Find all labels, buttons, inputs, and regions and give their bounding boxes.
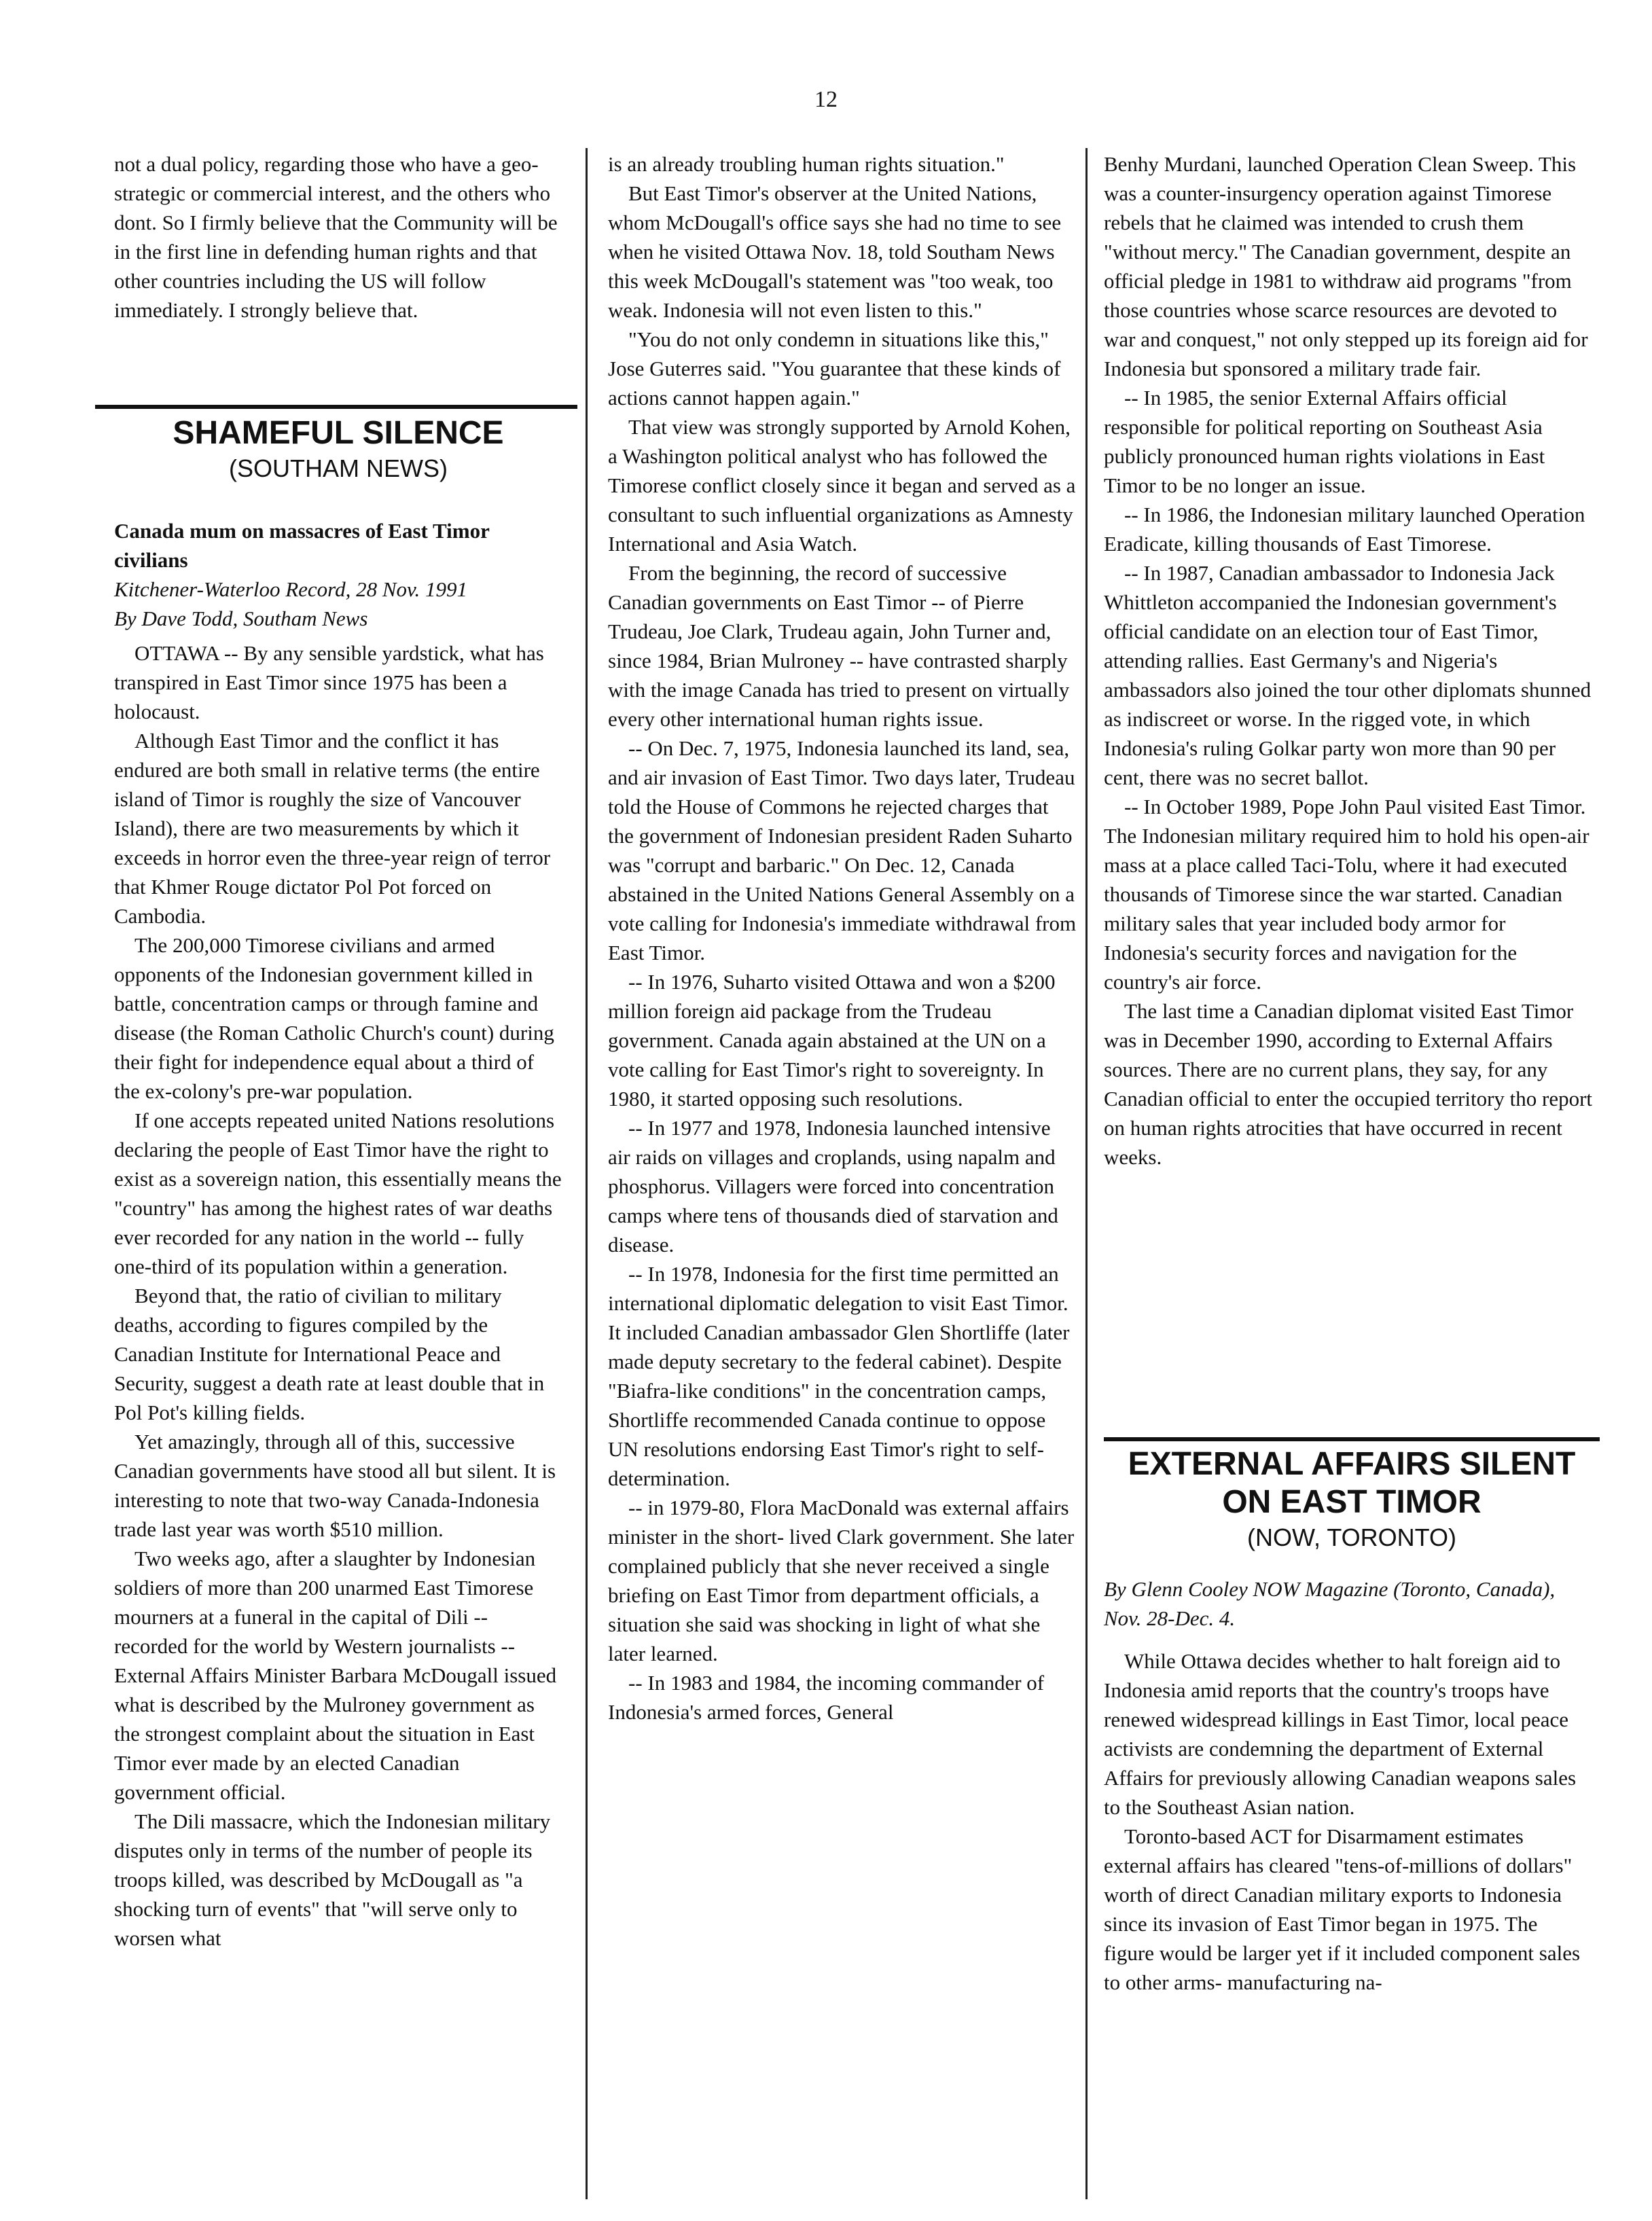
paragraph: If one accepts repeated united Nations resolutions declaring the people of East Timor have the right to exist as a sovereign nation, this essentially means the "country" has among the highest rates of war deaths ever recorded for any nation in the world -- fully one-third of its population within a generation. bbox=[114, 1108, 562, 1278]
column-1-article bbox=[114, 516, 562, 1953]
paragraph: -- On Dec. 7, 1975, Indonesia launched its land, sea, and air invasion of East Timor. Two days later, Trudeau told the House of Commons he rejected charges that the government of Indonesian president Raden Suharto was "corrupt and barbaric." On Dec. 12, Canada abstained in the United Nations General Assembly on a vote calling for Indonesia's immediate withdrawal from East Timor. bbox=[608, 736, 1077, 964]
paragraph: -- In 1985, the senior External Affairs official responsible for political reporting on Southeast Asia publicly pronounced human rights violations in East Timor to be no longer an issue. bbox=[1104, 386, 1545, 497]
paragraph: The last time a Canadian diplomat visited East Timor was in December 1990, according to External Affairs sources. There are no current plans, they say, for any Canadian official to enter the occupied territory tho report on human rights atrocities that have occurred in recent weeks. bbox=[1104, 999, 1593, 1169]
section-divider bbox=[95, 405, 577, 409]
paragraph: -- In 1977 and 1978, Indonesia launched intensive air raids on villages and croplands, using napalm and phosphorus. Villagers were forced into concentration camps where tens of thousands died of starvation and disease. bbox=[608, 1116, 1058, 1257]
headline-external-affairs: EXTERNAL AFFAIRS SILENT bbox=[1128, 1446, 1576, 1482]
paragraph: That view was strongly supported by Arnold Kohen, a Washington political analyst who has followed the Timorese conflict closely since it began and served as a consultant to such influential organizations as Amnesty International and Asia Watch. bbox=[608, 415, 1076, 556]
paragraph: -- in 1979-80, Flora MacDonald was external affairs minister in the short- lived Clark government. She later complained publicly that she never received a single briefing on East Timor from department officials, a situation she said was shocking in light of what she later learned. bbox=[608, 1496, 1075, 1665]
paragraph: The Dili massacre, which the Indonesian military disputes only in terms of the number of people its troops killed, was described by McDougall as "a shocking turn of events" that "will serve only to worsen what bbox=[114, 1809, 551, 1950]
paragraph: Toronto-based ACT for Disarmament estimates external affairs has cleared "tens-of-millions of dollars" worth of direct Canadian military exports to Indonesia since its invasion of East Timor began in 1975. The figure would be larger yet if it included component sales to other arms- manufacturing na- bbox=[1104, 1824, 1581, 1994]
paragraph: -- In 1976, Suharto visited Ottawa and won a $200 million foreign aid package from the Trudeau government. Canada again abstained at the UN on a vote calling for East Timor's right to sovereignty. In 1980, it started opposing such resolutions. bbox=[608, 970, 1056, 1110]
intro-paragraph: not a dual policy, regarding those who have a geo-strategic or commercial interest, and the others who dont. So I firmly believe that the Community will be in the first line in defending human rights and that other countries including the US will follow immediately. I strongly believe that. bbox=[114, 152, 558, 322]
article-byline: By Dave Todd, Southam News bbox=[114, 607, 368, 630]
paragraph: Benhy Murdani, launched Operation Clean Sweep. This was a counter-insurgency operation against Timorese rebels that he claimed was intended to crush them "without mercy." The Canadian government, despite an official pledge in 1981 to withdraw aid programs "from those countries whose scarce resources are devoted to war and conquest," not only stepped up its foreign aid for Indonesia but sponsored a military trade fair. bbox=[1104, 152, 1588, 380]
paragraph: -- In 1983 and 1984, the incoming commander of Indonesia's armed forces, General bbox=[608, 1671, 1045, 1724]
column-2 bbox=[608, 149, 1077, 1727]
paragraph: The 200,000 Timorese civilians and armed opponents of the Indonesian government killed in battle, concentration camps or through famine and disease (the Roman Catholic Church's count) during their fight for independence equal about a third of the ex-colony's pre-war population. bbox=[114, 933, 554, 1103]
paragraph: But East Timor's observer at the United Nations, whom McDougall's office says she had no time to see when he visited Ottawa Nov. 18, told Southam News this week McDougall's statement was "too weak, too weak. Indonesia will not even listen to this." bbox=[608, 181, 1062, 322]
paragraph: -- In 1978, Indonesia for the first time permitted an international diplomatic delegation to visit East Timor. It included Canadian ambassador Glen Shortliffe (later made deputy secretary to the federal cabinet). Despite "Biafra-like conditions" in the concentration camps, Shortliffe recommended Canada continue to oppose UN resolutions endorsing East Timor's right to self-determination. bbox=[608, 1262, 1070, 1490]
column-rule bbox=[1085, 148, 1088, 2199]
headline-east-timor: ON EAST TIMOR bbox=[1222, 1484, 1482, 1520]
paragraph: -- In 1986, the Indonesian military launched Operation Eradicate, killing thousands of East Timorese. bbox=[1104, 503, 1585, 556]
column-1 bbox=[114, 149, 562, 325]
paragraph: Two weeks ago, after a slaughter by Indonesian soldiers of more than 200 unarmed East Timorese mourners at a funeral in the capital of Dili -- recorded for the world by Western journalists -- External Affairs Minister Barbara McDougall issued what is described by the Mulroney government as the strongest complaint about the situation in East Timor ever made by an elected Canadian government official. bbox=[114, 1547, 557, 1804]
paragraph: Beyond that, the ratio of civilian to military deaths, according to figures compiled by the Canadian Institute for International Peace and Security, suggest a death rate at least double that in Pol Pot's killing fields. bbox=[114, 1284, 545, 1424]
subhead-southam-news: (SOUTHAM NEWS) bbox=[229, 454, 448, 482]
paragraph: While Ottawa decides whether to halt foreign aid to Indonesia amid reports that the country's troops have renewed widespread killings in East Timor, local peace activists are condemning the department of External Affairs for previously allowing Canadian weapons sales to the Southeast Asian nation. bbox=[1104, 1649, 1577, 1819]
paragraph: From the beginning, the record of successive Canadian governments on East Timor -- of Pierre Trudeau, Joe Clark, Trudeau again, John Turner and, since 1984, Brian Mulroney -- have contrasted sharply with the image Canada has tried to present on virtually every other international human rights issue. bbox=[608, 561, 1070, 731]
column-3 bbox=[1104, 149, 1593, 1172]
page-number: 12 bbox=[814, 87, 838, 112]
section-divider bbox=[1104, 1437, 1600, 1441]
headline-shameful-silence: SHAMEFUL SILENCE bbox=[173, 415, 504, 451]
column-rule bbox=[586, 148, 588, 2199]
article-byline: By Glenn Cooley NOW Magazine (Toronto, Canada), Nov. 28-Dec. 4. bbox=[1104, 1577, 1556, 1630]
paragraph: OTTAWA -- By any sensible yardstick, what has transpired in East Timor since 1975 has been a holocaust. bbox=[114, 641, 544, 723]
article-source: Kitchener-Waterloo Record, 28 Nov. 1991 bbox=[114, 577, 467, 601]
paragraph: Although East Timor and the conflict it has endured are both small in relative terms (the entire island of Timor is roughly the size of Vancouver Island), there are two measurements by which it exceeds in horror even the three-year reign of terror that Khmer Rouge dictator Pol Pot forced on Cambodia. bbox=[114, 729, 551, 928]
subhead-now-toronto: (NOW, TORONTO) bbox=[1246, 1523, 1456, 1551]
column-3-article bbox=[1104, 1574, 1593, 1997]
paragraph: is an already troubling human rights situation." bbox=[608, 152, 1005, 176]
article-kicker: Canada mum on massacres of East Timor civilians bbox=[114, 519, 490, 572]
paragraph: -- In 1987, Canadian ambassador to Indonesia Jack Whittleton accompanied the Indonesian government's official candidate on an election tour of East Timor, attending rallies. East Germany's and Nigeria's ambassadors also joined the tour other diplomats shunned as indiscreet or worse. In the rigged vote, in which Indonesia's ruling Golkar party won more than 90 per cent, there was no secret ballot. bbox=[1104, 561, 1592, 789]
paragraph: "You do not only condemn in situations like this," Jose Guterres said. "You guarantee that these kinds of actions cannot happen again." bbox=[608, 327, 1061, 410]
paragraph: Yet amazingly, through all of this, successive Canadian governments have stood all but silent. It is interesting to note that two-way Canada-Indonesia trade last year was worth $510 million. bbox=[114, 1430, 556, 1541]
paragraph: -- In October 1989, Pope John Paul visited East Timor. The Indonesian military required him to hold his open-air mass at a place called Taci-Tolu, where it had executed thousands of Timorese since the war started. Canadian military sales that year included body armor for Indonesia's security forces and navigation for the country's air force. bbox=[1104, 795, 1590, 994]
